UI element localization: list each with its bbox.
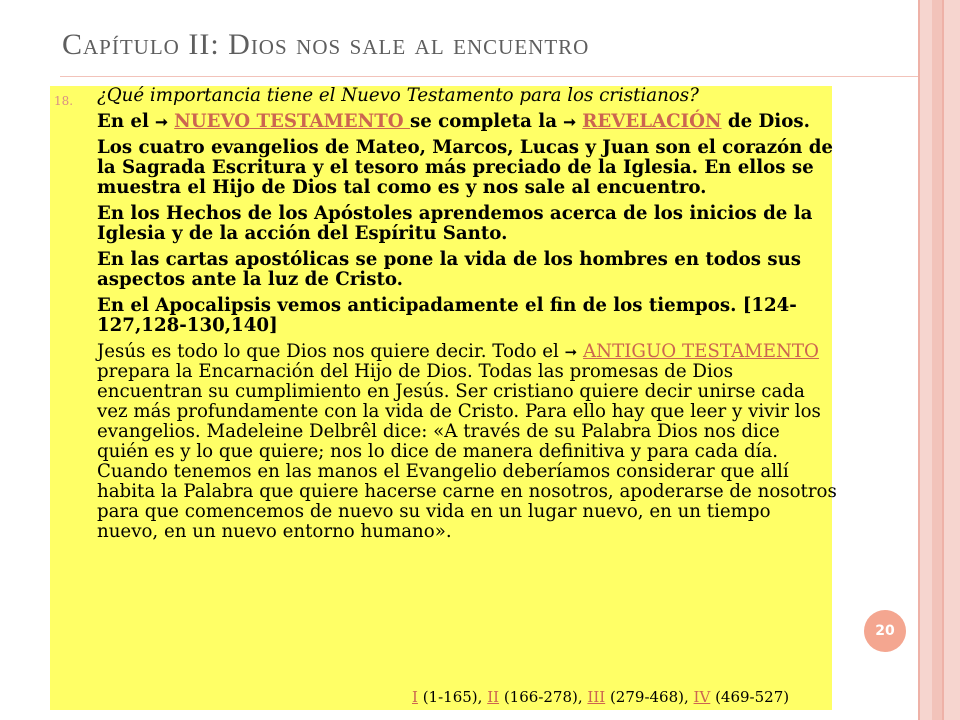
question-text: ¿Qué importancia tiene el Nuevo Testamento para los cristianos?	[97, 85, 699, 106]
paragraph-hechos: En los Hechos de los Apóstoles aprendemos acerca de los inicios de la Iglesia y de la acción del Espíritu Santo.	[97, 203, 813, 244]
arrow-icon: ➞	[155, 113, 168, 131]
ref-range: (1-165),	[417, 688, 488, 706]
slide-content	[97, 86, 837, 548]
title-divider	[60, 76, 918, 77]
ref-range: (279-468),	[605, 688, 694, 706]
paragraph-jesus	[97, 342, 837, 542]
section-references	[412, 688, 789, 706]
right-border-band-middle	[932, 0, 942, 720]
paragraph-cartas: En las cartas apostólicas se pone la vida de los hombres en todos sus aspectos ante la luz de Cristo.	[97, 249, 802, 290]
link-nuevo-testamento[interactable]: NUEVO TESTAMENTO	[174, 111, 410, 132]
arrow-icon: ➞	[563, 113, 576, 131]
text-fragment: prepara la Encarnación del Hijo de Dios. Todas las promesas de Dios encuentran su cumplimiento en Jesús. Ser cristiano quiere decir unirse cada vez más profundamente con la vida de Cristo. Para ello hay que leer y vivir los evangelios. Madeleine Delbrêl dice: «A través de su Palabra Dios nos dice quién es y lo que quiere; nos lo dice de manera definitiva y para cada día. Cuando tenemos en las manos el Evangelio deberíamos considerar que allí habita la Palabra que quiere hacerse carne en nosotros, apoderarse de nosotros para que comencemos de nuevo su vida en un lugar nuevo, en un tiempo nuevo, en un nuevo entorno humano».	[97, 361, 837, 542]
text-fragment: Jesús es todo lo que Dios nos quiere decir. Todo el	[97, 341, 565, 362]
paragraph-apocalipsis: En el Apocalipsis vemos anticipadamente el fin de los tiempos. [124-127,128-130,140]	[97, 295, 797, 336]
text-fragment: En el	[97, 111, 156, 132]
ref-link-ii[interactable]: II	[487, 688, 500, 706]
slide-title: Capítulo II: Dios nos sale al encuentro	[62, 28, 590, 61]
text-fragment: se completa la	[409, 111, 564, 132]
link-revelacion[interactable]: REVELACIÓN	[582, 111, 722, 132]
text-fragment: de Dios.	[721, 111, 810, 132]
border-line	[942, 0, 944, 720]
right-border-band-inner	[942, 0, 960, 720]
paragraph-evangelios: Los cuatro evangelios de Mateo, Marcos, Lucas y Juan son el corazón de la Sagrada Escritura y el tesoro más preciado de la Iglesia. En ellos se muestra el Hijo de Dios tal como es y nos sale al encuentro.	[97, 137, 834, 198]
link-antiguo-testamento[interactable]: ANTIGUO TESTAMENTO	[583, 341, 819, 362]
right-border-band-outer	[918, 0, 932, 720]
page-number-badge: 20	[864, 610, 906, 652]
ref-range: (469-527)	[710, 688, 790, 706]
ref-link-i[interactable]: I	[412, 688, 418, 706]
ref-link-iii[interactable]: III	[587, 688, 606, 706]
ref-link-iv[interactable]: IV	[693, 688, 711, 706]
paragraph-revelation	[97, 112, 837, 132]
border-line	[918, 0, 920, 720]
ref-range: (166-278),	[499, 688, 588, 706]
arrow-icon: ➞	[564, 343, 578, 361]
question-number: 18.	[54, 94, 74, 108]
